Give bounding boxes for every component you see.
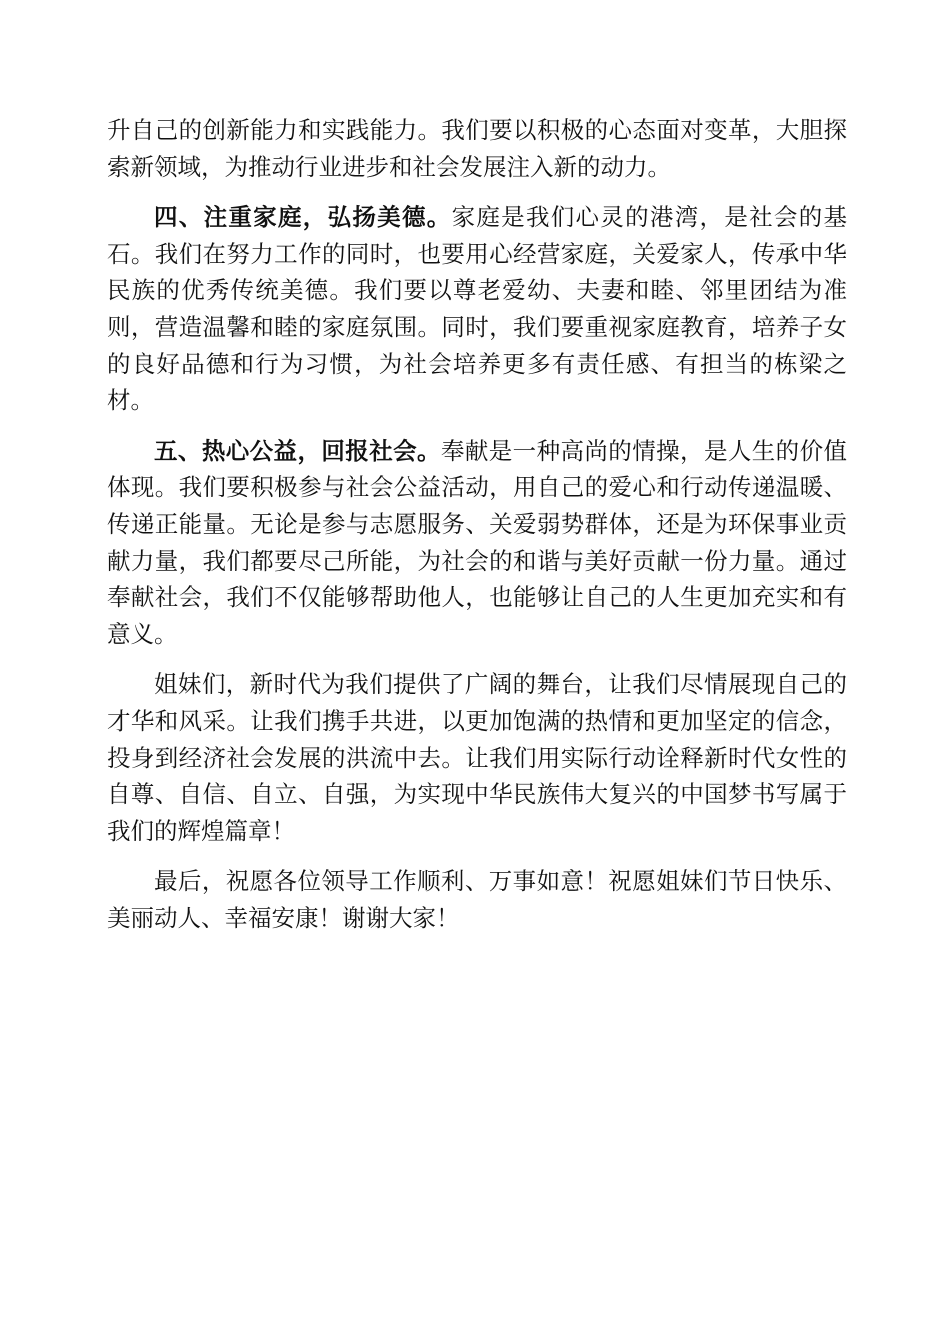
paragraph-sisters: [107, 666, 847, 849]
paragraph-text: 奉献是一种高尚的情操，是人生的价值体现。我们要积极参与社会公益活动，用自己的爱心和行动传递温暖、传递正能量。无论是参与志愿服务、关爱弱势群体，还是为环保事业贡献力量，我们都要尽己所能，为社会的和谐与美好贡献一份力量。通过奉献社会，我们不仅能够帮助他人，也能够让自己的人生更加充实和有意义。: [107, 436, 848, 648]
paragraph-family: [107, 199, 847, 419]
section-heading-family: 四、注重家庭，弘扬美德。: [154, 203, 452, 232]
document-body: [107, 112, 847, 950]
paragraph-public-welfare: [107, 433, 847, 653]
section-heading-public-welfare: 五、热心公益，回报社会。: [154, 436, 441, 465]
paragraph-continuation: [107, 112, 847, 185]
paragraph-text: 升自己的创新能力和实践能力。我们要以积极的心态面对变革，大胆探索新领域，为推动行业进步和社会发展注入新的动力。: [107, 116, 847, 181]
paragraph-text: 最后，祝愿各位领导工作顺利、万事如意！祝愿姐妹们节日快乐、美丽动人、幸福安康！谢谢大家！: [107, 867, 847, 932]
paragraph-text: 家庭是我们心灵的港湾，是社会的基石。我们在努力工作的同时，也要用心经营家庭，关爱家人，传承中华民族的优秀传统美德。我们要以尊老爱幼、夫妻和睦、邻里团结为准则，营造温馨和睦的家庭氛围。同时，我们要重视家庭教育，培养子女的良好品德和行为习惯，为社会培养更多有责任感、有担当的栋梁之材。: [107, 203, 848, 415]
paragraph-closing: [107, 863, 847, 936]
paragraph-text: 姐妹们，新时代为我们提供了广阔的舞台，让我们尽情展现自己的才华和风采。让我们携手共进，以更加饱满的热情和更加坚定的信念，投身到经济社会发展的洪流中去。让我们用实际行动诠释新时代女性的自尊、自信、自立、自强，为实现中华民族伟大复兴的中国梦书写属于我们的辉煌篇章！: [107, 670, 847, 845]
